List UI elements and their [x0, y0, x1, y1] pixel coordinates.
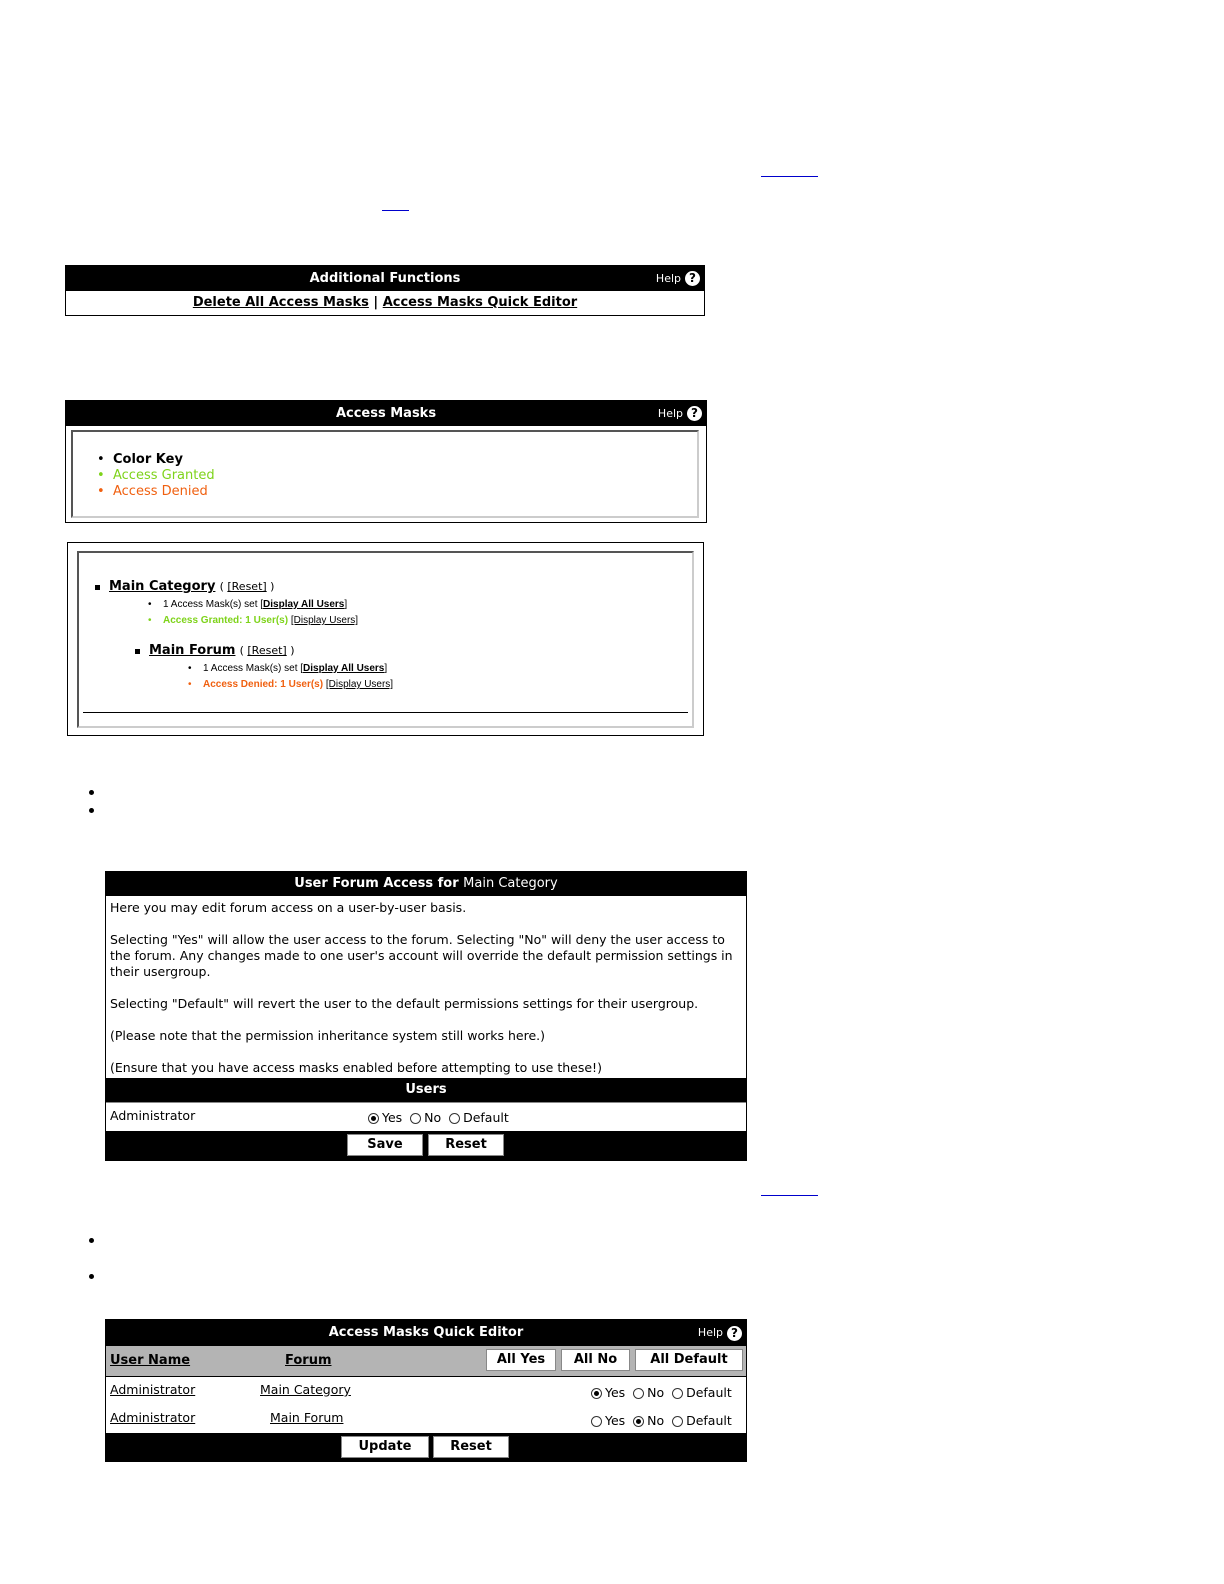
additional-functions-panel: [65, 265, 705, 316]
all-default-button[interactable]: All Default: [635, 1349, 743, 1371]
additional-functions-header: [66, 266, 704, 291]
forum-status-line: • Access Denied: 1 User(s) [Display Users]: [188, 679, 394, 690]
link-stub-3[interactable]: [761, 1195, 818, 1196]
quick-editor-header: [106, 1320, 746, 1346]
radio-yes[interactable]: Yes: [591, 1385, 625, 1400]
user-row: [106, 1102, 746, 1131]
access-masks-panel: [65, 400, 707, 523]
radio-no[interactable]: No: [633, 1385, 664, 1400]
help-icon: ?: [727, 1326, 742, 1341]
radio-default[interactable]: Default: [672, 1413, 732, 1428]
forum-reset-link[interactable]: [Reset]: [247, 644, 287, 657]
help-label: Help: [655, 272, 681, 285]
category-link[interactable]: Main Category: [109, 579, 216, 594]
access-tree-inner: [77, 551, 694, 728]
forum-node: Main Forum ( [Reset] ): [149, 643, 295, 658]
radio-default[interactable]: Default: [672, 1385, 732, 1400]
display-all-users-link[interactable]: Display All Users: [263, 599, 345, 610]
doc-bullet: [89, 1274, 94, 1279]
radio-no-icon[interactable]: [633, 1388, 644, 1399]
forum-details: [188, 661, 394, 693]
help-icon: ?: [687, 406, 702, 421]
radio-yes[interactable]: Yes: [368, 1110, 402, 1125]
reset-button[interactable]: Reset: [428, 1134, 504, 1156]
display-all-users-link[interactable]: Display All Users: [303, 663, 385, 674]
forum-column-header[interactable]: Forum: [285, 1353, 332, 1368]
additional-functions-title: Additional Functions: [309, 271, 461, 286]
table-row: [106, 1377, 746, 1405]
instructions: [106, 896, 746, 1078]
row-radio-group: [591, 1385, 732, 1400]
radio-no[interactable]: No: [633, 1413, 664, 1428]
category-status-line: • Access Granted: 1 User(s) [Display Users]: [148, 615, 359, 626]
access-masks-header: [66, 401, 706, 426]
row-forum-link[interactable]: Main Forum: [270, 1410, 344, 1425]
forum-link[interactable]: Main Forum: [149, 643, 236, 658]
help-link[interactable]: [698, 1320, 742, 1346]
user-name: Administrator: [110, 1108, 196, 1123]
user-name-column-header[interactable]: User Name: [110, 1353, 191, 1368]
radio-default-icon[interactable]: [672, 1388, 683, 1399]
help-link[interactable]: [656, 266, 700, 291]
radio-no-icon[interactable]: [410, 1113, 421, 1124]
radio-yes-icon[interactable]: [591, 1416, 602, 1427]
update-button[interactable]: Update: [341, 1436, 429, 1458]
header-title: User Forum Access for: [294, 876, 459, 891]
radio-default-icon[interactable]: [672, 1416, 683, 1427]
user-forum-access-panel: [105, 871, 747, 1161]
legend-access-granted: • Access Granted: [97, 468, 215, 483]
category-reset-link[interactable]: [Reset]: [227, 580, 267, 593]
instruction-text: Here you may edit forum access on a user-by-user basis.: [110, 900, 467, 915]
quick-editor-title: Access Masks Quick Editor: [328, 1325, 524, 1340]
users-header: [106, 1078, 746, 1102]
radio-no[interactable]: No: [410, 1110, 441, 1125]
access-tree-panel: [67, 542, 704, 736]
forum-mask-line: • 1 Access Mask(s) set [Display All Users]: [188, 663, 388, 674]
header-forum-name: Main Category: [463, 876, 558, 891]
doc-bullet: [89, 1238, 94, 1243]
save-button[interactable]: Save: [347, 1134, 423, 1156]
link-separator: |: [373, 295, 379, 310]
quick-editor-column-header: [106, 1346, 746, 1377]
quick-editor-link[interactable]: Access Masks Quick Editor: [382, 295, 578, 310]
all-yes-button[interactable]: All Yes: [486, 1349, 556, 1371]
delete-all-masks-link[interactable]: Delete All Access Masks: [192, 295, 369, 310]
quick-editor-panel: [105, 1319, 747, 1462]
color-key-box: [71, 430, 699, 518]
radio-default-icon[interactable]: [449, 1113, 460, 1124]
user-forum-access-header: [106, 872, 746, 896]
help-icon: ?: [685, 271, 700, 286]
row-user-link[interactable]: Administrator: [110, 1410, 196, 1425]
square-bullet: [95, 585, 100, 590]
table-row: [106, 1405, 746, 1433]
instruction-text: (Ensure that you have access masks enabled before attempting to use these!): [110, 1060, 602, 1075]
display-users-link[interactable]: [Display Users]: [290, 615, 359, 626]
link-stub-2[interactable]: [382, 210, 409, 211]
category-details: [148, 597, 359, 629]
reset-button[interactable]: Reset: [433, 1436, 509, 1458]
tree-divider: [83, 712, 688, 713]
doc-bullet: [89, 790, 94, 795]
additional-functions-links: [66, 291, 704, 315]
user-access-footer: [106, 1131, 746, 1161]
help-link[interactable]: [658, 401, 702, 426]
row-forum-link[interactable]: Main Category: [260, 1382, 351, 1397]
doc-bullet: [89, 808, 94, 813]
radio-no-icon[interactable]: [633, 1416, 644, 1427]
help-label: Help: [657, 407, 683, 420]
instruction-text: Selecting "Default" will revert the user to the default permissions settings for their usergroup.: [110, 996, 699, 1011]
users-header-label: Users: [405, 1082, 447, 1097]
all-no-button[interactable]: All No: [561, 1349, 630, 1371]
quick-editor-footer: [106, 1433, 746, 1462]
radio-default[interactable]: Default: [449, 1110, 509, 1125]
link-stub-1[interactable]: [761, 176, 818, 177]
color-key-item: • Color Key: [97, 452, 183, 467]
instruction-text: Selecting "Yes" will allow the user access to the forum. Selecting "No" will deny the user access to the forum. Any changes made to one user's account will override the default permission settings in their usergroup.: [110, 932, 733, 979]
category-node: Main Category ( [Reset] ): [109, 579, 274, 594]
row-user-link[interactable]: Administrator: [110, 1382, 196, 1397]
legend-access-denied: • Access Denied: [97, 484, 208, 499]
display-users-link[interactable]: [Display Users]: [325, 679, 394, 690]
help-label: Help: [697, 1326, 723, 1339]
access-masks-title: Access Masks: [335, 406, 437, 421]
category-mask-line: • 1 Access Mask(s) set [Display All Users]: [148, 599, 348, 610]
square-bullet: [135, 649, 140, 654]
row-radio-group: [591, 1413, 732, 1428]
access-radio-group: [368, 1110, 509, 1125]
instruction-text: (Please note that the permission inheritance system still works here.): [110, 1028, 545, 1043]
radio-yes-icon[interactable]: [368, 1113, 379, 1124]
radio-yes[interactable]: Yes: [591, 1413, 625, 1428]
radio-yes-icon[interactable]: [591, 1388, 602, 1399]
